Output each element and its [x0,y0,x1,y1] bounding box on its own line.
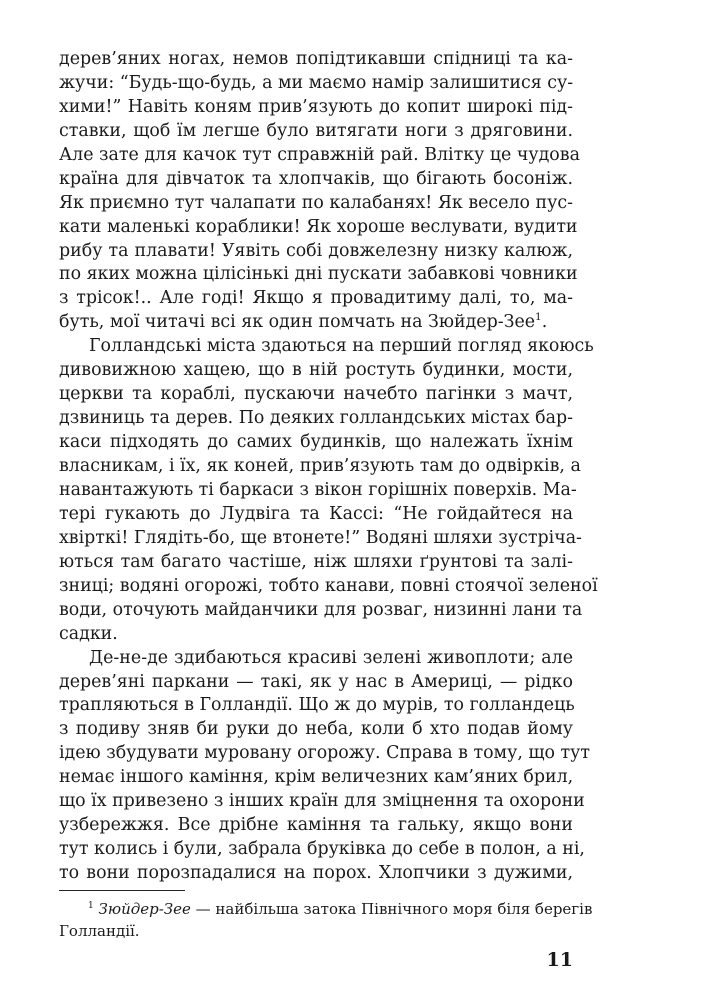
footnote-line: Голландії. [59,922,140,940]
paragraph-start: Де-не-де здибаються красиві зелені живоплоти; але [89,648,573,668]
body-line: узбережжя. Все дрібне каміння та гальку, якщо вони [59,815,573,835]
footnote-reference[interactable]: 1 [535,311,542,324]
body-line: з трісок!.. Але годі! Якщо я провадитиму далі, то, ма- [59,288,573,308]
body-line: то вони порозпадалися на порох. Хлопчики з дужими, [59,863,573,883]
paragraph-start: Голландські міста здаються на перший погляд якоюсь [89,336,594,356]
body-line: садки. [59,624,118,644]
body-line: тері гукають до Лудвіга та Кассі: “Не гойдайтеся на [59,504,573,524]
body-line-with-footnote: буть, мої читачі всі як один помчать на Зюйдер-Зее$^1$. [59,311,548,332]
body-line: церкви та кораблі, пускаючи начебто пагінки з мачт, [59,384,573,404]
body-line: ються там багато частіше, ніж шляхи ґрунтові та залі- [59,552,573,572]
body-line: дивовижною хащею, що в ній ростуть будинки, мости, [59,360,573,380]
body-line: по яких можна цілісінькі дні пускати забавкові човники [59,264,578,284]
body-line: хими!” Навіть коням прив’язують до копит широкі під- [59,97,573,117]
body-line: каси підходять до самих будинків, що належать їхнім [59,432,573,452]
footnote-term: Зюйдер-Зее [98,900,191,918]
body-line: дерев’яних ногах, немов попідтикавши спідниці та ка- [59,49,573,69]
body-line-text: буть, мої читачі всі як один помчать на Зюйдер-Зее [59,312,536,332]
body-line: навантажують ті баркаси з вікон горішніх поверхів. Ма- [59,480,577,500]
body-line: що їх привезено з інших країн для зміцнення та охорони [59,791,585,811]
body-line: власникам, і їх, як коней, прив’язують там до одвірків, а [59,456,581,476]
body-line: тут колись і були, забрала бруківка до себе в полон, а ні, [59,839,585,859]
body-line: країна для дівчаток та хлопчаків, що бігають босоніж. [59,169,573,189]
body-line: Як приємно тут чалапати по калабанях! Як весело пус- [59,193,573,213]
footnote-marker: 1 [88,901,94,911]
body-line: рибу та плавати! Уявіть собі довжелезну низку калюж, [59,241,573,261]
page-number: 11 [546,949,573,971]
body-line: з подиву зняв би руки до неба, коли б хто подав йому [59,719,573,739]
body-line: жучи: “Будь-що-будь, а ми маємо намір залишитися су- [59,73,574,93]
body-line: ставки, щоб їм легше було витягати ноги з дряговини. [59,121,573,141]
body-line: кати маленькі кораблики! Як хороше веслувати, вудити [59,217,578,237]
body-line: хвірткі! Глядіть-бо, ще втонете!” Водяні шляхи зустріча- [59,528,582,548]
body-line: дерев’яні паркани — такі, як у нас в Америці, — рідко [59,672,573,692]
body-line: Але зате для качок тут справжній рай. Влітку це чудова [59,145,580,165]
body-line: немає іншого каміння, крім величезних кам’яних брил, [59,767,574,787]
body-line: води, оточують майданчики для розваг, низинні лани та [59,600,583,620]
body-line: дзвиниць та дерев. По деяких голландських містах бар- [59,408,574,428]
footnote-line [88,898,593,920]
footnote-divider [59,890,185,891]
footnote-text: — найбільша затока Північного моря біля берегів [190,900,593,918]
body-line: трапляються в Голландії. Що ж до мурів, то голландець [59,695,575,715]
body-line: зниці; водяні огорожі, тобто канави, повні стоячої зеленої [59,576,598,596]
body-line: ідею збудувати муровану огорожу. Справа в тому, що тут [59,743,591,763]
